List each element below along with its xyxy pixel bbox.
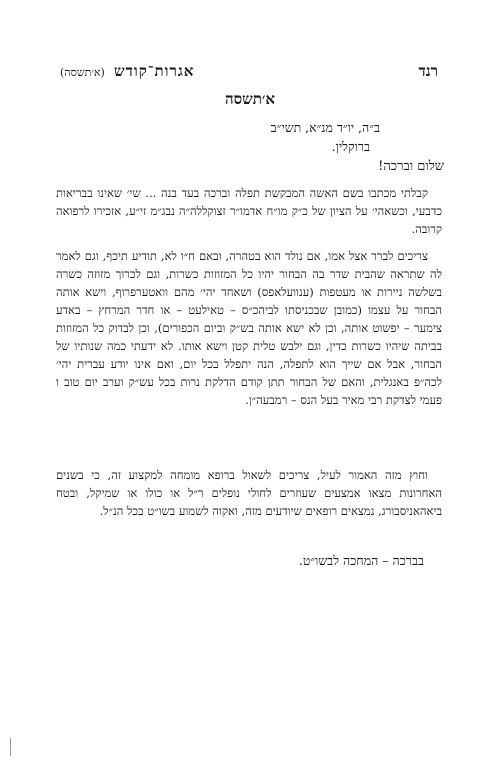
body-paragraph: קבלתי מכתבו בשם האשה המבקשת תפלה וברכה בעד בנה ... שי׳ שאינו בבריאות כדבעי, וכשאהי׳ על הציון של כ״ק מו״ח אדמו״ר זצוקללה״ה נבג״מ זי״ע, אזכירו לרפואה קרובה. [56, 186, 442, 236]
scan-margin-mark [10, 738, 11, 756]
volume-label: (א׳תשסה) [60, 66, 105, 79]
letter-place: ברוקלין. [331, 139, 370, 154]
closing-signature: בברכה – המחכה לבשו״ט. [298, 553, 424, 568]
book-title: אגרות־קודש [114, 62, 195, 80]
running-header [60, 62, 438, 82]
greeting: שלום וברכה! [378, 159, 444, 174]
page-number: רנד [418, 62, 438, 80]
body-paragraph: וחוץ מזה האמור לעיל, צריכים לשאול ברופא מומחה למקצוע זה, כי בשנים האחרונות מצאו אמצעים שעוזרים לחולי נופלים ר״ל או כולו או שמיקל, ובטח ביאהאניסבורג, נמצאים רופאים שיודעים מזה, ואקוה לשמוע בשו״ט בכל הנ״ל. [56, 468, 442, 518]
body-paragraph: צריכים לברר אצל אמו, אם נולד הוא בטהרה, ובאם ח״ו לא, תודיע תיכף, וגם לאמר לה שתראה שהבית שדר בה הבחור יהיו כל המזוזות כשרות, וגם לכרוך מזוזה כשרה בשלשה ניירות או מעטפות (ענוועלאפס) ושאחד יהי׳ מהם וואטערפרוף, וישא אותה הבחור על עצמו (כמובן שבכניסתו לביהכ״ס – טאילעט – או חדר המרחץ – באדע צימער – יפשוט אותה, וכן לא ישא אותה בש״ק וביום הכפורים), וכן לבדוק כל המזוזות בביתה שיהיו כשרות כדין, וגם ילבש טלית קטן וישא אותו. לא ידעתי כמה שנותיו של הבחור, אבל אם שייך הוא לתפלה, הנה יתפלל בכל יום, ואם אינו יודע עברית יהי׳ לכה״פ באנגלית, והאם של הבחור תתן קודם הדלקת נרות בכל עש״ק וערב יום טוב ו פעמי לצדקת רבי מאיר בעל הנס – רמבעה״ן. [56, 249, 442, 407]
book-title-line [60, 62, 194, 81]
dateline [271, 118, 380, 156]
letter-date: ב״ה, יו״ד מנ״א, תשי״ב [270, 120, 380, 135]
letter-number: א׳תשסה [224, 90, 276, 108]
